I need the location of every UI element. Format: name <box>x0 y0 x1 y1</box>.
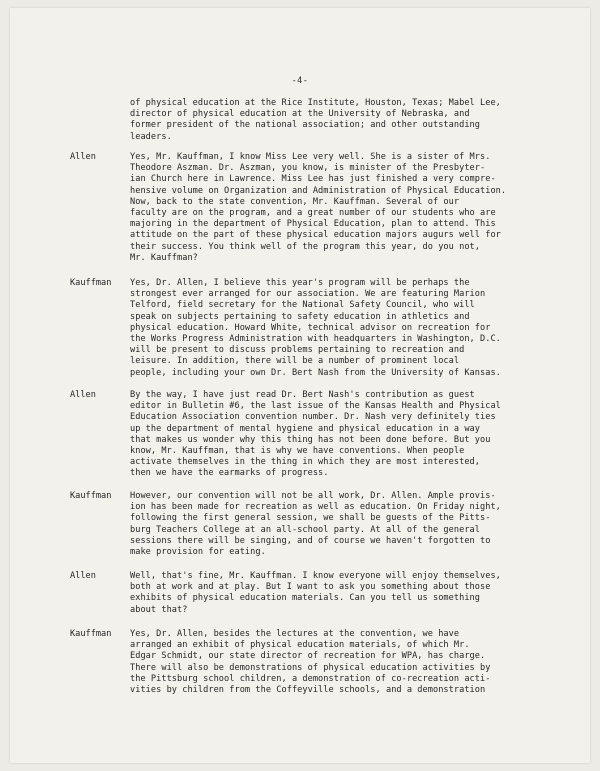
text-line: will be present to discuss problems pertaining to recreation and <box>130 345 465 356</box>
text-line: However, our convention will not be all work, Dr. Allen. Ample provis- <box>130 491 496 501</box>
text-line: up the department of mental hygiene and physical education in a way <box>130 423 480 434</box>
text-line: Mr. Kauffman? <box>130 252 198 263</box>
text-line: By the way, I have just read Dr. Bert Nash's contribution as guest <box>130 390 475 400</box>
text-line: strongest ever arranged for our association. We are featuring Marion <box>130 289 486 300</box>
speaker-name: Allen <box>70 152 96 162</box>
text-line: their success. You think well of the program this year, do you not, <box>130 241 480 252</box>
text-line: vities by children from the Coffeyville schools, and a demonstration <box>130 685 486 695</box>
text-line: ian Church here in Lawrence. Miss Lee has just finished a very compre- <box>130 174 496 185</box>
text-line: activate themselves in the thing in which they are most interested, <box>130 457 480 468</box>
speaker-name: Kauffman <box>70 629 112 639</box>
text-line: the Works Progress Administration with headquarters in Washington, D.C. <box>130 334 501 344</box>
text-line: about that? <box>130 604 188 615</box>
text-line: arranged an exhibit of physical education materials, of which Mr. <box>130 640 470 651</box>
text-line: Well, that's fine, Mr. Kauffman. I know everyone will enjoy themselves, <box>130 571 501 581</box>
text-line: then we have the earmarks of progress. <box>130 468 329 479</box>
text-line: Theodore Aszman. Dr. Aszman, you know, is minister of the Presbyter- <box>130 163 486 174</box>
text-line: both at work and at play. But I want to ask you something about those <box>130 582 491 593</box>
text-line: burg Teachers College at an all-school party. At all of the general <box>130 524 480 535</box>
text-line: people, including your own Dr. Bert Nash from the University of Kansas. <box>130 367 501 378</box>
text-line: There will also be demonstrations of physical education activities by <box>130 662 491 673</box>
text-line: of physical education at the Rice Institute, Houston, Texas; Mabel Lee, <box>130 98 501 108</box>
text-line: speak on subjects pertaining to safety education in athletics and <box>130 311 470 322</box>
text-line: faculty are on the program, and a great number of our students who are <box>130 208 496 218</box>
text-line: leisure. In addition, there will be a number of prominent local <box>130 356 460 367</box>
document-page <box>10 8 590 763</box>
text-line: Telford, field secretary for the National Safety Council, who will <box>130 300 475 311</box>
text-line: Yes, Mr. Kauffman, I know Miss Lee very well. She is a sister of Mrs. <box>130 152 491 162</box>
text-line: director of physical education at the University of Nebraska, and <box>130 109 470 120</box>
text-line: Now, back to the state convention, Mr. Kauffman. Several of our <box>130 196 460 207</box>
speaker-name: Allen <box>70 571 96 581</box>
text-line: physical education. Howard White, technical advisor on recreation for <box>130 322 491 333</box>
text-line: know, Mr. Kauffman, that is why we have conventions. When people <box>130 446 465 456</box>
speaker-name: Kauffman <box>70 278 112 288</box>
text-line: that makes us wonder why this thing has not been done before. But you <box>130 434 491 445</box>
text-line: majoring in the department of Physical Education, plan to attend. This <box>130 219 496 230</box>
text-line: sessions there will be singing, and of course we haven't forgotten to <box>130 535 491 546</box>
text-line: make provision for eating. <box>130 547 266 557</box>
text-line: editor in Bulletin #6, the last issue of the Kansas Health and Physical <box>130 401 501 412</box>
text-line: Yes, Dr. Allen, besides the lectures at the convention, we have <box>130 629 460 639</box>
text-line: hensive volume on Organization and Administration of Physical Education. <box>130 185 507 196</box>
page-number: -4- <box>291 76 309 86</box>
speaker-name: Kauffman <box>70 491 112 501</box>
text-line: the Pittsburg school children, a demonstration of co-recreation acti- <box>130 673 491 684</box>
text-line: Edgar Schmidt, our state director of recreation for WPA, has charge. <box>130 651 486 662</box>
text-line: Yes, Dr. Allen, I believe this year's program will be perhaps the <box>130 278 470 288</box>
text-line: exhibits of physical education materials. Can you tell us something <box>130 593 480 604</box>
text-line: former president of the national association; and other outstanding <box>130 120 480 131</box>
text-line: following the first general session, we shall be guests of the Pitts- <box>130 513 491 524</box>
text-line: attitude on the part of these physical education majors augurs well for <box>130 230 501 241</box>
text-line: Education Association convention number. Dr. Nash very definitely ties <box>130 412 496 423</box>
text-line: ion has been made for recreation as well as education. On Friday night, <box>130 502 501 513</box>
speaker-name: Allen <box>70 390 96 400</box>
text-line: leaders. <box>130 131 172 142</box>
